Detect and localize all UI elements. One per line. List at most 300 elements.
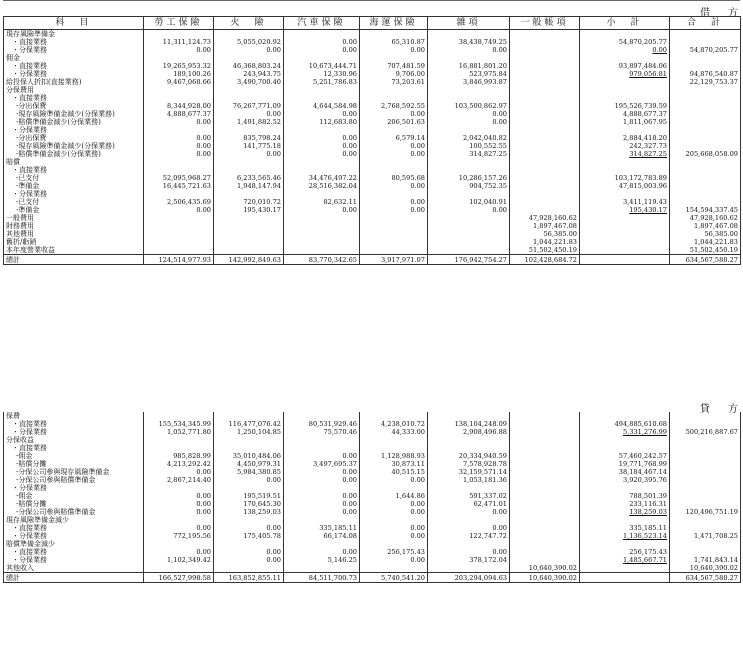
cell-value	[214, 118, 284, 126]
cell-value	[360, 174, 428, 182]
column-header: 汽車保險	[284, 17, 360, 30]
amount: 6,579.14	[395, 134, 425, 142]
column-header: 科 目	[4, 17, 144, 30]
row-label: ・直接業務	[4, 444, 144, 452]
cell-value	[360, 54, 428, 62]
cell-value	[360, 468, 428, 476]
total-value: 634,567,580.27	[670, 255, 741, 265]
amount: 5,251,786.83	[312, 78, 357, 86]
total-value: 163,852,855.11	[214, 573, 284, 583]
cell-value	[214, 150, 284, 158]
row-label: 現存風險準備金	[4, 30, 144, 39]
amount: 47,815,003.96	[618, 182, 667, 190]
row-label: -分保公司參與現存風險準備金	[4, 468, 144, 476]
row-label: ・分保業務	[4, 556, 144, 564]
amount: 1,897,467.08	[693, 222, 738, 230]
table-row	[4, 86, 741, 94]
cell-value	[510, 54, 580, 62]
cell-value	[284, 500, 360, 508]
amount: 979,056.81	[629, 70, 667, 78]
cell-value	[670, 214, 741, 222]
amount: 4,450,979.31	[236, 460, 281, 468]
cell-value	[670, 118, 741, 126]
cell-value	[580, 158, 670, 166]
cell-value	[214, 476, 284, 484]
cell-value	[284, 452, 360, 460]
cell-value	[144, 166, 214, 174]
amount: 5,331,276.99	[622, 428, 667, 436]
amount: 335,185.11	[629, 524, 667, 532]
cell-value	[580, 206, 670, 214]
total-value: 142,992,849.63	[214, 255, 284, 265]
cell-value	[360, 182, 428, 190]
cell-value	[428, 476, 510, 484]
row-label: -賠償分攤	[4, 500, 144, 508]
cell-value	[428, 548, 510, 556]
cell-value	[284, 444, 360, 452]
cell-value	[670, 70, 741, 78]
amount: 195,519.51	[243, 492, 281, 500]
amount: 73,203.61	[391, 78, 425, 86]
cell-value	[670, 508, 741, 516]
cell-value	[670, 444, 741, 452]
cell-value	[284, 150, 360, 158]
cell-value	[144, 142, 214, 150]
cell-value	[360, 500, 428, 508]
amount: 0.00	[652, 46, 667, 54]
cell-value	[284, 556, 360, 564]
row-label: -佣金	[4, 492, 144, 500]
cell-value	[144, 94, 214, 102]
cell-value	[428, 102, 510, 110]
amount: 500,216,887.67	[685, 428, 738, 436]
cell-value	[214, 46, 284, 54]
amount: 80,531,929.46	[308, 420, 357, 428]
cell-value	[144, 214, 214, 222]
table-row	[4, 38, 741, 46]
cell-value	[284, 524, 360, 532]
amount: 1,471,708.25	[693, 532, 738, 540]
table-row	[4, 126, 741, 134]
cell-value	[360, 70, 428, 78]
total-value: 10,640,390.02	[510, 573, 580, 583]
cell-value	[284, 174, 360, 182]
cell-value	[144, 540, 214, 548]
amount: 0.00	[492, 118, 507, 126]
cell-value	[360, 134, 428, 142]
amount: 1,044,221.83	[693, 238, 738, 246]
cell-value	[144, 134, 214, 142]
row-label: ・直接業務	[4, 62, 144, 70]
cell-value	[144, 468, 214, 476]
cell-value	[510, 118, 580, 126]
amount: 591,337.02	[469, 492, 507, 500]
cell-value	[580, 222, 670, 230]
cell-value	[428, 70, 510, 78]
total-label: 總計	[4, 573, 144, 583]
cell-value	[510, 230, 580, 238]
cell-value	[360, 484, 428, 492]
cell-value	[510, 142, 580, 150]
cell-value	[580, 142, 670, 150]
amount: 1,491,882.52	[236, 118, 281, 126]
cell-value	[428, 246, 510, 255]
amount: 93,897,484.06	[618, 62, 667, 70]
amount: 32,159,571.14	[458, 468, 507, 476]
cell-value	[360, 564, 428, 573]
cell-value	[214, 102, 284, 110]
cell-value	[510, 126, 580, 134]
cell-value	[428, 78, 510, 86]
amount: 0.00	[342, 46, 357, 54]
amount: 1,102,349.42	[166, 556, 211, 564]
cell-value	[214, 38, 284, 46]
cell-value	[144, 78, 214, 86]
cell-value	[360, 428, 428, 436]
amount: 0.00	[410, 476, 425, 484]
cell-value	[428, 436, 510, 444]
cell-value	[360, 46, 428, 54]
cell-value	[144, 476, 214, 484]
cell-value	[284, 206, 360, 214]
cell-value	[214, 444, 284, 452]
cell-value	[428, 46, 510, 54]
cell-value	[670, 468, 741, 476]
credit-table	[3, 412, 741, 583]
cell-value	[360, 94, 428, 102]
cell-value	[144, 70, 214, 78]
row-label: 一般費用	[4, 214, 144, 222]
debit-table	[3, 16, 741, 265]
amount: 9,706.00	[395, 70, 425, 78]
column-header: 合 計	[670, 17, 741, 30]
table-row	[4, 198, 741, 206]
cell-value	[360, 86, 428, 94]
cell-value	[580, 500, 670, 508]
table-row	[4, 46, 741, 54]
cell-value	[510, 484, 580, 492]
amount: 0.00	[410, 182, 425, 190]
cell-value	[214, 94, 284, 102]
cell-value	[670, 78, 741, 86]
debit-label: 借 方	[700, 8, 742, 19]
row-label: ・直接業務	[4, 38, 144, 46]
amount: 22,129,753.37	[689, 78, 738, 86]
cell-value	[284, 222, 360, 230]
row-label: ・分保業務	[4, 532, 144, 540]
cell-value	[580, 38, 670, 46]
cell-value	[670, 86, 741, 94]
cell-value	[580, 492, 670, 500]
cell-value	[360, 30, 428, 39]
column-header: 雜項	[428, 17, 510, 30]
row-label: 給投保人折扣(直接業務)	[4, 78, 144, 86]
row-label: -現存風險準備金減少(分保業務)	[4, 142, 144, 150]
cell-value	[214, 70, 284, 78]
cell-value	[360, 452, 428, 460]
amount: 2,908,496.88	[462, 428, 507, 436]
cell-value	[510, 500, 580, 508]
cell-value	[214, 222, 284, 230]
table-row	[4, 166, 741, 174]
amount: 1,741,843.14	[693, 556, 738, 564]
amount: 494,885,610.68	[614, 420, 667, 428]
row-label: 分保收益	[4, 436, 144, 444]
cell-value	[670, 532, 741, 540]
cell-value	[360, 444, 428, 452]
cell-value	[510, 78, 580, 86]
table-row	[4, 508, 741, 516]
amount: 9,467,068.66	[166, 78, 211, 86]
cell-value	[284, 412, 360, 420]
row-label: -已支付	[4, 174, 144, 182]
cell-value	[510, 222, 580, 230]
cell-value	[214, 62, 284, 70]
cell-value	[214, 420, 284, 428]
total-value: 166,527,998.58	[144, 573, 214, 583]
cell-value	[360, 78, 428, 86]
amount: 138,259.03	[629, 508, 667, 516]
cell-value	[510, 198, 580, 206]
cell-value	[580, 564, 670, 573]
cell-value	[284, 118, 360, 126]
cell-value	[580, 436, 670, 444]
cell-value	[144, 420, 214, 428]
cell-value	[428, 182, 510, 190]
amount: 1,897,467.08	[532, 222, 577, 230]
cell-value	[580, 134, 670, 142]
amount: 100,552.55	[469, 142, 507, 150]
table-row	[4, 222, 741, 230]
table-row	[4, 540, 741, 548]
cell-value	[284, 102, 360, 110]
row-label: -賠償分攤	[4, 460, 144, 468]
cell-value	[580, 46, 670, 54]
cell-value	[428, 166, 510, 174]
cell-value	[670, 38, 741, 46]
row-label: -分保公司參與賠償準備金	[4, 476, 144, 484]
amount: 10,673,444.71	[308, 62, 357, 70]
cell-value	[580, 238, 670, 246]
amount: 56,385.00	[704, 230, 738, 238]
amount: 772,195.56	[173, 532, 211, 540]
cell-value	[144, 126, 214, 134]
cell-value	[284, 246, 360, 255]
amount: 2,768,592.55	[380, 102, 425, 110]
cell-value	[580, 70, 670, 78]
cell-value	[510, 524, 580, 532]
row-label: 舊折/虧銷	[4, 238, 144, 246]
cell-value	[580, 230, 670, 238]
amount: 4,238,010.72	[380, 420, 425, 428]
cell-value	[580, 524, 670, 532]
cell-value	[670, 524, 741, 532]
total-row	[4, 573, 741, 583]
table-row	[4, 460, 741, 468]
cell-value	[580, 30, 670, 39]
amount: 0.00	[342, 492, 357, 500]
table-row	[4, 110, 741, 118]
row-label: 保費	[4, 412, 144, 420]
row-label: -已支付	[4, 198, 144, 206]
cell-value	[360, 214, 428, 222]
amount: 0.00	[492, 206, 507, 214]
cell-value	[284, 30, 360, 39]
amount: 1,128,988.93	[380, 452, 425, 460]
row-label: 其他費用	[4, 230, 144, 238]
total-value: 5,740,541.20	[360, 573, 428, 583]
total-value: 83,770,342.65	[284, 255, 360, 265]
amount: 0.00	[342, 38, 357, 46]
amount: 0.00	[410, 524, 425, 532]
cell-value	[214, 190, 284, 198]
cell-value	[510, 150, 580, 158]
cell-value	[428, 444, 510, 452]
cell-value	[510, 134, 580, 142]
cell-value	[144, 564, 214, 573]
amount: 0.00	[266, 110, 281, 118]
table-row	[4, 62, 741, 70]
row-label: ・分保業務	[4, 190, 144, 198]
cell-value	[510, 38, 580, 46]
cell-value	[428, 420, 510, 428]
cell-value	[670, 460, 741, 468]
cell-value	[510, 476, 580, 484]
cell-value	[510, 238, 580, 246]
cell-value	[144, 198, 214, 206]
cell-value	[510, 564, 580, 573]
cell-value	[144, 492, 214, 500]
cell-value	[214, 158, 284, 166]
cell-value	[284, 54, 360, 62]
cell-value	[510, 468, 580, 476]
cell-value	[580, 246, 670, 255]
amount: 54,870,205.77	[618, 38, 667, 46]
amount: 170,645.30	[243, 500, 281, 508]
cell-value	[144, 428, 214, 436]
amount: 4,213,292.42	[166, 460, 211, 468]
amount: 5,984,380.85	[236, 468, 281, 476]
cell-value	[214, 412, 284, 420]
table-row	[4, 444, 741, 452]
cell-value	[510, 444, 580, 452]
amount: 0.00	[266, 524, 281, 532]
cell-value	[428, 214, 510, 222]
cell-value	[670, 484, 741, 492]
amount: 195,430.17	[629, 206, 667, 214]
cell-value	[428, 492, 510, 500]
cell-value	[144, 508, 214, 516]
cell-value	[428, 564, 510, 573]
cell-value	[428, 532, 510, 540]
amount: 10,286,157.26	[458, 174, 507, 182]
amount: 1,948,147.94	[236, 182, 281, 190]
table-row	[4, 564, 741, 573]
total-value: 124,514,977.93	[144, 255, 214, 265]
cell-value	[214, 78, 284, 86]
cell-value	[360, 420, 428, 428]
cell-value	[214, 110, 284, 118]
row-label: ・分保業務	[4, 126, 144, 134]
cell-value	[510, 110, 580, 118]
cell-value	[428, 428, 510, 436]
cell-value	[214, 468, 284, 476]
table-row	[4, 134, 741, 142]
cell-value	[360, 198, 428, 206]
cell-value	[670, 198, 741, 206]
total-value: 102,428,684.72	[510, 255, 580, 265]
cell-value	[144, 460, 214, 468]
cell-value	[144, 54, 214, 62]
amount: 11,311,124.73	[162, 38, 211, 46]
cell-value	[428, 110, 510, 118]
cell-value	[580, 214, 670, 222]
cell-value	[428, 198, 510, 206]
column-header: 小 計	[580, 17, 670, 30]
cell-value	[670, 30, 741, 39]
cell-value	[670, 540, 741, 548]
cell-value	[428, 508, 510, 516]
cell-value	[360, 102, 428, 110]
cell-value	[670, 190, 741, 198]
cell-value	[670, 182, 741, 190]
row-label: ・直接業務	[4, 524, 144, 532]
row-label: 財務費用	[4, 222, 144, 230]
amount: 335,185.11	[319, 524, 357, 532]
amount: 0.00	[342, 110, 357, 118]
cell-value	[284, 78, 360, 86]
amount: 38,184,467.14	[618, 468, 667, 476]
cell-value	[428, 460, 510, 468]
cell-value	[670, 556, 741, 564]
amount: 8,344,928.00	[166, 102, 211, 110]
amount: 19,265,953.32	[162, 62, 211, 70]
cell-value	[510, 460, 580, 468]
amount: 720,010.72	[243, 198, 281, 206]
cell-value	[284, 428, 360, 436]
table-row	[4, 484, 741, 492]
amount: 47,928,160.62	[689, 214, 738, 222]
cell-value	[284, 540, 360, 548]
cell-value	[510, 158, 580, 166]
amount: 34,476,497.22	[308, 174, 357, 182]
amount: 243,943.75	[243, 70, 281, 78]
cell-value	[144, 436, 214, 444]
row-label: 現存風險準備金減少	[4, 516, 144, 524]
table-row	[4, 428, 741, 436]
cell-value	[144, 174, 214, 182]
cell-value	[144, 484, 214, 492]
amount: 154,594,337.45	[685, 206, 738, 214]
cell-value	[510, 246, 580, 255]
cell-value	[428, 118, 510, 126]
total-label: 總計	[4, 255, 144, 265]
cell-value	[428, 206, 510, 214]
amount: 5,055,020.92	[236, 38, 281, 46]
table-row	[4, 190, 741, 198]
cell-value	[214, 126, 284, 134]
row-label: ・直接業務	[4, 94, 144, 102]
table-row	[4, 206, 741, 214]
amount: 0.00	[266, 476, 281, 484]
table-row	[4, 94, 741, 102]
amount: 0.00	[196, 508, 211, 516]
row-label: 本年度營業收益	[4, 246, 144, 255]
cell-value	[360, 524, 428, 532]
cell-value	[284, 142, 360, 150]
cell-value	[144, 62, 214, 70]
row-label: 其他收入	[4, 564, 144, 573]
